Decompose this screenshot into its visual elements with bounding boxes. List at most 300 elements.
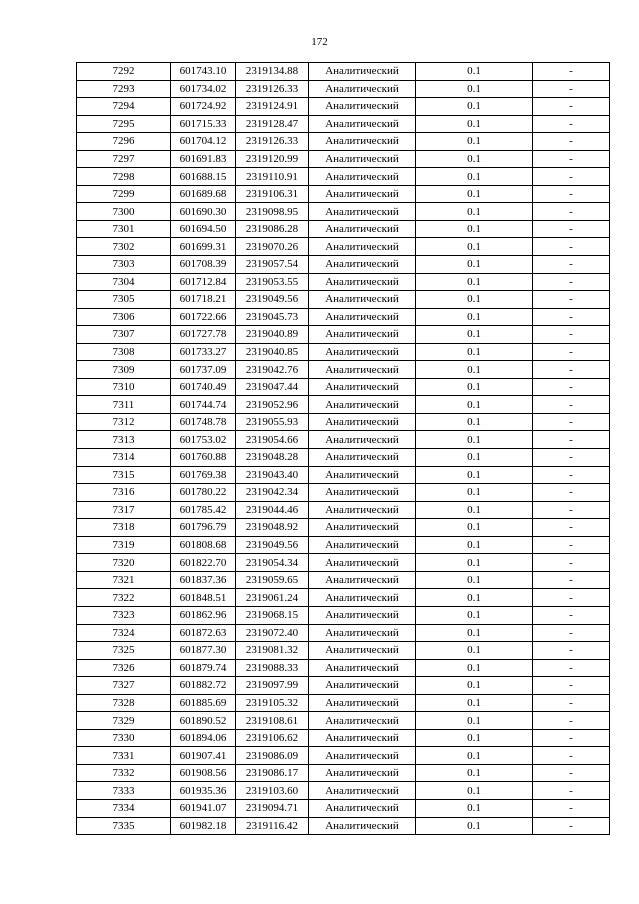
x-coordinate-cell: 601712.84 [171,273,236,291]
x-coordinate-cell: 601941.07 [171,799,236,817]
y-coordinate-cell: 2319110.91 [236,168,309,186]
error-cell: 0.1 [416,624,533,642]
error-cell: 0.1 [416,484,533,502]
method-cell: Аналитический [309,782,416,800]
y-coordinate-cell: 2319106.62 [236,729,309,747]
note-cell: - [533,150,610,168]
table-row [77,413,610,431]
y-coordinate-cell: 2319070.26 [236,238,309,256]
x-coordinate-cell: 601907.41 [171,747,236,765]
point-number-cell: 7332 [77,764,171,782]
table-row [77,554,610,572]
y-coordinate-cell: 2319126.33 [236,133,309,151]
method-cell: Аналитический [309,571,416,589]
x-coordinate-cell: 601872.63 [171,624,236,642]
point-number-cell: 7325 [77,642,171,660]
point-number-cell: 7305 [77,291,171,309]
method-cell: Аналитический [309,589,416,607]
table-row [77,115,610,133]
method-cell: Аналитический [309,413,416,431]
error-cell: 0.1 [416,413,533,431]
point-number-cell: 7328 [77,694,171,712]
point-number-cell: 7331 [77,747,171,765]
method-cell: Аналитический [309,712,416,730]
point-number-cell: 7303 [77,256,171,274]
error-cell: 0.1 [416,764,533,782]
method-cell: Аналитический [309,308,416,326]
method-cell: Аналитический [309,484,416,502]
y-coordinate-cell: 2319042.76 [236,361,309,379]
point-number-cell: 7320 [77,554,171,572]
note-cell: - [533,606,610,624]
method-cell: Аналитический [309,606,416,624]
method-cell: Аналитический [309,63,416,81]
note-cell: - [533,729,610,747]
y-coordinate-cell: 2319068.15 [236,606,309,624]
table-row [77,677,610,695]
method-cell: Аналитический [309,98,416,116]
error-cell: 0.1 [416,378,533,396]
table-row [77,519,610,537]
point-number-cell: 7302 [77,238,171,256]
x-coordinate-cell: 601780.22 [171,484,236,502]
error-cell: 0.1 [416,203,533,221]
point-number-cell: 7294 [77,98,171,116]
y-coordinate-cell: 2319081.32 [236,642,309,660]
y-coordinate-cell: 2319105.32 [236,694,309,712]
x-coordinate-cell: 601837.36 [171,571,236,589]
x-coordinate-cell: 601722.66 [171,308,236,326]
error-cell: 0.1 [416,606,533,624]
x-coordinate-cell: 601760.88 [171,449,236,467]
y-coordinate-cell: 2319044.46 [236,501,309,519]
note-cell: - [533,677,610,695]
point-number-cell: 7322 [77,589,171,607]
y-coordinate-cell: 2319106.31 [236,185,309,203]
table-row [77,501,610,519]
point-number-cell: 7334 [77,799,171,817]
x-coordinate-cell: 601734.02 [171,80,236,98]
y-coordinate-cell: 2319053.55 [236,273,309,291]
error-cell: 0.1 [416,308,533,326]
table-row [77,185,610,203]
table-row [77,659,610,677]
y-coordinate-cell: 2319120.99 [236,150,309,168]
point-number-cell: 7321 [77,571,171,589]
y-coordinate-cell: 2319055.93 [236,413,309,431]
x-coordinate-cell: 601699.31 [171,238,236,256]
method-cell: Аналитический [309,624,416,642]
point-number-cell: 7327 [77,677,171,695]
note-cell: - [533,764,610,782]
x-coordinate-cell: 601862.96 [171,606,236,624]
table-row [77,238,610,256]
error-cell: 0.1 [416,536,533,554]
note-cell: - [533,396,610,414]
point-number-cell: 7314 [77,449,171,467]
point-number-cell: 7329 [77,712,171,730]
y-coordinate-cell: 2319072.40 [236,624,309,642]
y-coordinate-cell: 2319042.34 [236,484,309,502]
y-coordinate-cell: 2319086.09 [236,747,309,765]
method-cell: Аналитический [309,677,416,695]
y-coordinate-cell: 2319094.71 [236,799,309,817]
x-coordinate-cell: 601753.02 [171,431,236,449]
note-cell: - [533,624,610,642]
page-number: 172 [311,36,328,48]
point-number-cell: 7326 [77,659,171,677]
method-cell: Аналитический [309,431,416,449]
table-row [77,449,610,467]
error-cell: 0.1 [416,589,533,607]
point-number-cell: 7309 [77,361,171,379]
error-cell: 0.1 [416,133,533,151]
error-cell: 0.1 [416,238,533,256]
x-coordinate-cell: 601733.27 [171,343,236,361]
method-cell: Аналитический [309,519,416,537]
table-row [77,606,610,624]
point-number-cell: 7300 [77,203,171,221]
y-coordinate-cell: 2319040.85 [236,343,309,361]
error-cell: 0.1 [416,291,533,309]
method-cell: Аналитический [309,747,416,765]
point-number-cell: 7310 [77,378,171,396]
point-number-cell: 7311 [77,396,171,414]
note-cell: - [533,413,610,431]
error-cell: 0.1 [416,677,533,695]
method-cell: Аналитический [309,466,416,484]
error-cell: 0.1 [416,642,533,660]
x-coordinate-cell: 601708.39 [171,256,236,274]
point-number-cell: 7301 [77,220,171,238]
x-coordinate-cell: 601724.92 [171,98,236,116]
point-number-cell: 7333 [77,782,171,800]
y-coordinate-cell: 2319128.47 [236,115,309,133]
y-coordinate-cell: 2319048.92 [236,519,309,537]
table-row [77,273,610,291]
table-row [77,63,610,81]
method-cell: Аналитический [309,659,416,677]
y-coordinate-cell: 2319116.42 [236,817,309,835]
error-cell: 0.1 [416,782,533,800]
note-cell: - [533,326,610,344]
x-coordinate-cell: 601808.68 [171,536,236,554]
y-coordinate-cell: 2319061.24 [236,589,309,607]
error-cell: 0.1 [416,185,533,203]
table-row [77,203,610,221]
error-cell: 0.1 [416,361,533,379]
table-row [77,571,610,589]
table-row [77,712,610,730]
point-number-cell: 7335 [77,817,171,835]
table-row [77,782,610,800]
point-number-cell: 7295 [77,115,171,133]
x-coordinate-cell: 601908.56 [171,764,236,782]
table-row [77,396,610,414]
point-number-cell: 7306 [77,308,171,326]
x-coordinate-cell: 601879.74 [171,659,236,677]
y-coordinate-cell: 2319047.44 [236,378,309,396]
point-number-cell: 7315 [77,466,171,484]
x-coordinate-cell: 601704.12 [171,133,236,151]
error-cell: 0.1 [416,554,533,572]
method-cell: Аналитический [309,238,416,256]
method-cell: Аналитический [309,799,416,817]
error-cell: 0.1 [416,466,533,484]
method-cell: Аналитический [309,168,416,186]
method-cell: Аналитический [309,378,416,396]
point-number-cell: 7299 [77,185,171,203]
method-cell: Аналитический [309,396,416,414]
table-row [77,150,610,168]
x-coordinate-cell: 601694.50 [171,220,236,238]
note-cell: - [533,361,610,379]
table-row [77,624,610,642]
method-cell: Аналитический [309,80,416,98]
note-cell: - [533,308,610,326]
method-cell: Аналитический [309,343,416,361]
table-row [77,133,610,151]
note-cell: - [533,747,610,765]
x-coordinate-cell: 601785.42 [171,501,236,519]
table-row [77,431,610,449]
table-row [77,308,610,326]
point-number-cell: 7293 [77,80,171,98]
table-row [77,799,610,817]
method-cell: Аналитический [309,501,416,519]
method-cell: Аналитический [309,326,416,344]
error-cell: 0.1 [416,150,533,168]
note-cell: - [533,203,610,221]
table-row [77,98,610,116]
table-row [77,729,610,747]
note-cell: - [533,291,610,309]
error-cell: 0.1 [416,571,533,589]
point-number-cell: 7304 [77,273,171,291]
y-coordinate-cell: 2319057.54 [236,256,309,274]
note-cell: - [533,642,610,660]
x-coordinate-cell: 601890.52 [171,712,236,730]
table-body [77,63,610,835]
point-number-cell: 7313 [77,431,171,449]
x-coordinate-cell: 601737.09 [171,361,236,379]
table-row [77,817,610,835]
table-row [77,466,610,484]
x-coordinate-cell: 601689.68 [171,185,236,203]
y-coordinate-cell: 2319048.28 [236,449,309,467]
y-coordinate-cell: 2319049.56 [236,291,309,309]
x-coordinate-cell: 601796.79 [171,519,236,537]
note-cell: - [533,782,610,800]
coordinates-table [76,62,610,835]
x-coordinate-cell: 601882.72 [171,677,236,695]
y-coordinate-cell: 2319098.95 [236,203,309,221]
error-cell: 0.1 [416,817,533,835]
y-coordinate-cell: 2319134.88 [236,63,309,81]
note-cell: - [533,694,610,712]
y-coordinate-cell: 2319052.96 [236,396,309,414]
method-cell: Аналитический [309,150,416,168]
y-coordinate-cell: 2319124.91 [236,98,309,116]
x-coordinate-cell: 601691.83 [171,150,236,168]
x-coordinate-cell: 601748.78 [171,413,236,431]
note-cell: - [533,431,610,449]
point-number-cell: 7297 [77,150,171,168]
point-number-cell: 7308 [77,343,171,361]
error-cell: 0.1 [416,63,533,81]
x-coordinate-cell: 601688.15 [171,168,236,186]
error-cell: 0.1 [416,168,533,186]
x-coordinate-cell: 601727.78 [171,326,236,344]
note-cell: - [533,273,610,291]
table-row [77,694,610,712]
y-coordinate-cell: 2319103.60 [236,782,309,800]
table-row [77,642,610,660]
table-row [77,747,610,765]
table-row [77,361,610,379]
note-cell: - [533,501,610,519]
x-coordinate-cell: 601885.69 [171,694,236,712]
y-coordinate-cell: 2319086.17 [236,764,309,782]
x-coordinate-cell: 601822.70 [171,554,236,572]
x-coordinate-cell: 601894.06 [171,729,236,747]
table-row [77,378,610,396]
table-row [77,291,610,309]
method-cell: Аналитический [309,817,416,835]
note-cell: - [533,466,610,484]
y-coordinate-cell: 2319097.99 [236,677,309,695]
table-row [77,326,610,344]
method-cell: Аналитический [309,449,416,467]
note-cell: - [533,554,610,572]
note-cell: - [533,63,610,81]
note-cell: - [533,238,610,256]
point-number-cell: 7318 [77,519,171,537]
note-cell: - [533,168,610,186]
x-coordinate-cell: 601743.10 [171,63,236,81]
x-coordinate-cell: 601769.38 [171,466,236,484]
point-number-cell: 7307 [77,326,171,344]
error-cell: 0.1 [416,396,533,414]
note-cell: - [533,343,610,361]
x-coordinate-cell: 601690.30 [171,203,236,221]
method-cell: Аналитический [309,764,416,782]
note-cell: - [533,484,610,502]
note-cell: - [533,80,610,98]
error-cell: 0.1 [416,343,533,361]
method-cell: Аналитический [309,256,416,274]
method-cell: Аналитический [309,291,416,309]
y-coordinate-cell: 2319054.34 [236,554,309,572]
note-cell: - [533,519,610,537]
note-cell: - [533,712,610,730]
note-cell: - [533,589,610,607]
x-coordinate-cell: 601848.51 [171,589,236,607]
note-cell: - [533,98,610,116]
y-coordinate-cell: 2319108.61 [236,712,309,730]
x-coordinate-cell: 601744.74 [171,396,236,414]
method-cell: Аналитический [309,536,416,554]
method-cell: Аналитический [309,554,416,572]
note-cell: - [533,659,610,677]
method-cell: Аналитический [309,115,416,133]
table-row [77,256,610,274]
x-coordinate-cell: 601982.18 [171,817,236,835]
error-cell: 0.1 [416,326,533,344]
error-cell: 0.1 [416,431,533,449]
note-cell: - [533,133,610,151]
y-coordinate-cell: 2319045.73 [236,308,309,326]
point-number-cell: 7292 [77,63,171,81]
method-cell: Аналитический [309,185,416,203]
note-cell: - [533,536,610,554]
error-cell: 0.1 [416,659,533,677]
note-cell: - [533,115,610,133]
method-cell: Аналитический [309,361,416,379]
error-cell: 0.1 [416,80,533,98]
table-row [77,484,610,502]
error-cell: 0.1 [416,256,533,274]
note-cell: - [533,185,610,203]
x-coordinate-cell: 601935.36 [171,782,236,800]
error-cell: 0.1 [416,799,533,817]
method-cell: Аналитический [309,273,416,291]
x-coordinate-cell: 601877.30 [171,642,236,660]
point-number-cell: 7323 [77,606,171,624]
error-cell: 0.1 [416,220,533,238]
note-cell: - [533,571,610,589]
table-row [77,343,610,361]
error-cell: 0.1 [416,519,533,537]
table-row [77,764,610,782]
error-cell: 0.1 [416,115,533,133]
note-cell: - [533,817,610,835]
error-cell: 0.1 [416,694,533,712]
method-cell: Аналитический [309,133,416,151]
error-cell: 0.1 [416,501,533,519]
error-cell: 0.1 [416,712,533,730]
y-coordinate-cell: 2319049.56 [236,536,309,554]
point-number-cell: 7319 [77,536,171,554]
method-cell: Аналитический [309,642,416,660]
table-row [77,536,610,554]
table-row [77,168,610,186]
point-number-cell: 7312 [77,413,171,431]
note-cell: - [533,799,610,817]
point-number-cell: 7296 [77,133,171,151]
point-number-cell: 7316 [77,484,171,502]
method-cell: Аналитический [309,220,416,238]
y-coordinate-cell: 2319059.65 [236,571,309,589]
error-cell: 0.1 [416,98,533,116]
note-cell: - [533,256,610,274]
x-coordinate-cell: 601740.49 [171,378,236,396]
error-cell: 0.1 [416,273,533,291]
method-cell: Аналитический [309,694,416,712]
table-row [77,220,610,238]
table-row [77,589,610,607]
error-cell: 0.1 [416,449,533,467]
y-coordinate-cell: 2319088.33 [236,659,309,677]
x-coordinate-cell: 601718.21 [171,291,236,309]
x-coordinate-cell: 601715.33 [171,115,236,133]
point-number-cell: 7298 [77,168,171,186]
note-cell: - [533,220,610,238]
error-cell: 0.1 [416,747,533,765]
y-coordinate-cell: 2319086.28 [236,220,309,238]
point-number-cell: 7317 [77,501,171,519]
method-cell: Аналитический [309,729,416,747]
